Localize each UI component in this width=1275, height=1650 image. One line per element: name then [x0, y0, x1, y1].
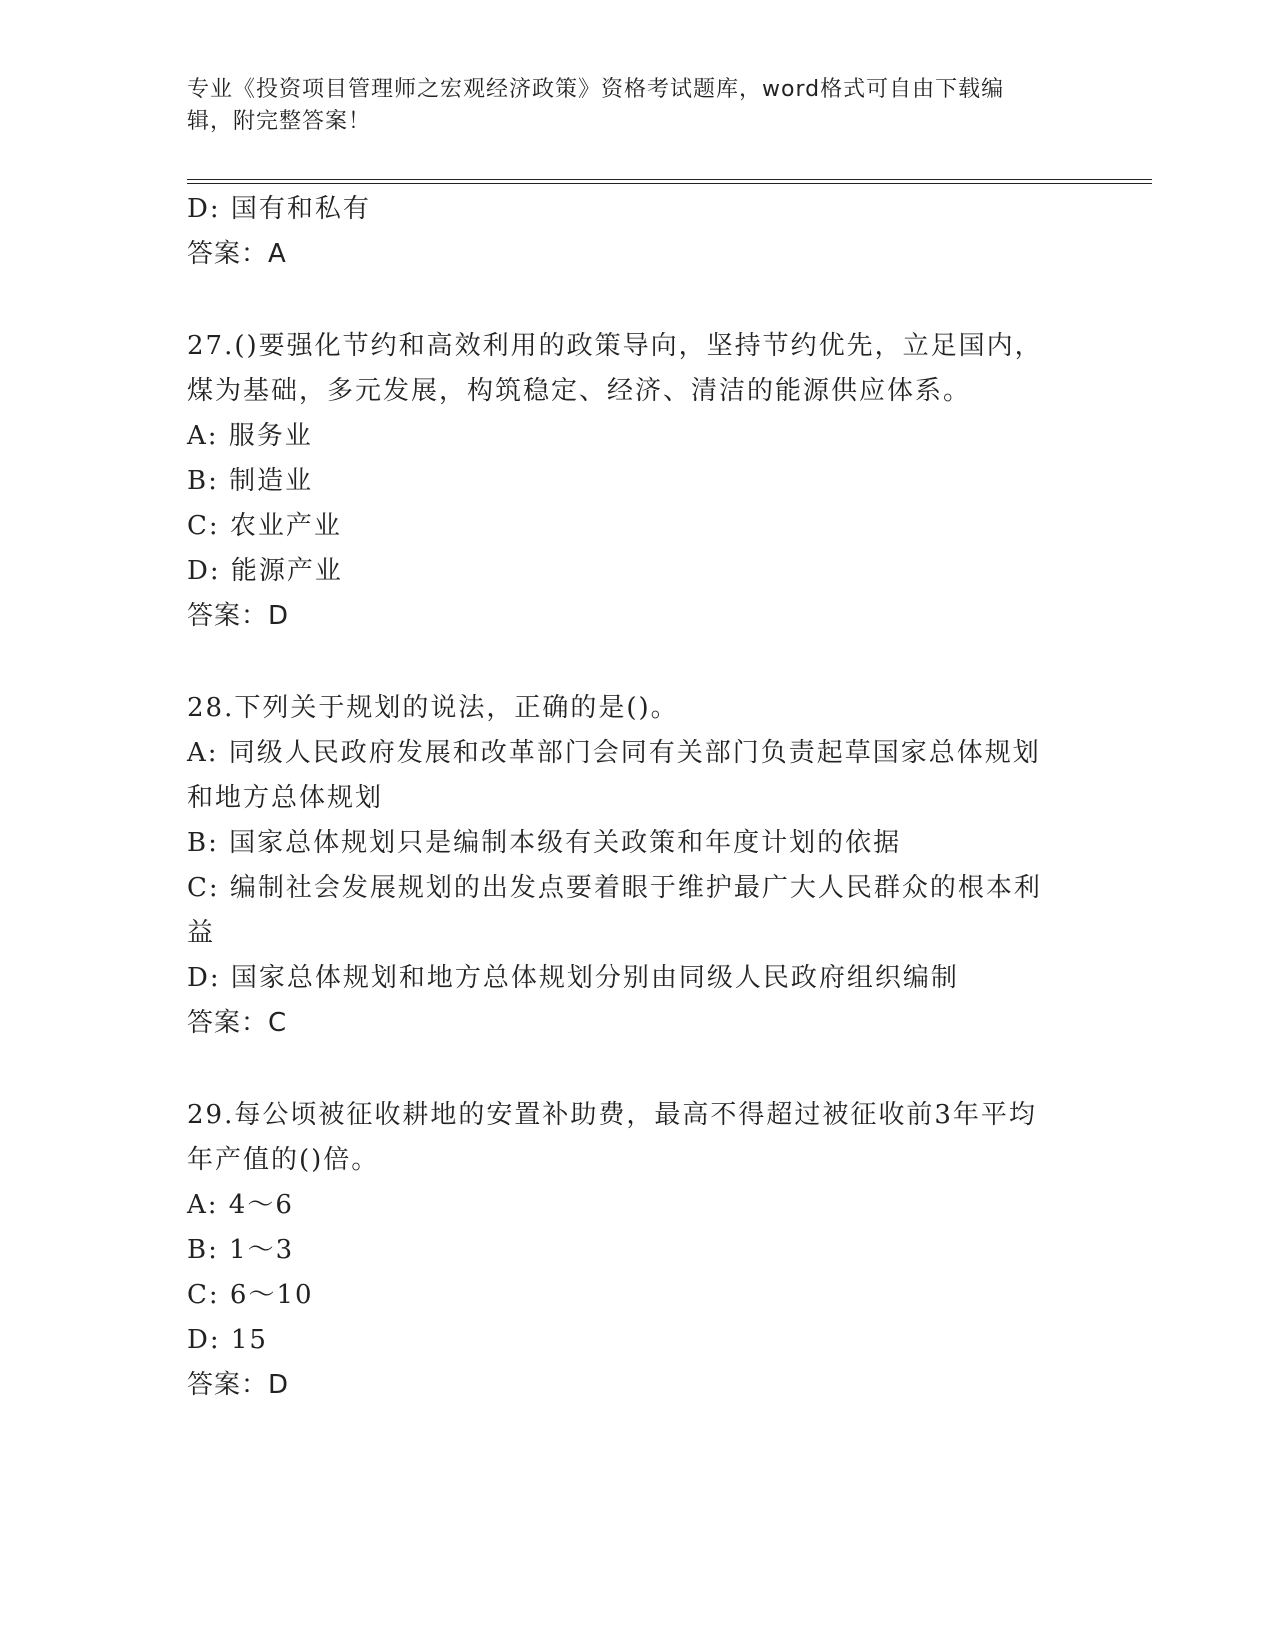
option-b: B: 制造业 [187, 466, 314, 496]
option-c: C: 6～10 [187, 1280, 314, 1310]
option-c: C: 编制社会发展规划的出发点要着眼于维护最广大人民群众的根本利 [187, 873, 1042, 903]
page-header [187, 74, 1067, 138]
option-a: A: 4～6 [187, 1190, 294, 1220]
option-d: D: 国有和私有 [187, 194, 371, 224]
question-content [187, 187, 1082, 1408]
question-spacer [187, 1046, 1082, 1093]
question-stem: 27.()要强化节约和高效利用的政策导向，坚持节约优先，立足国内， [187, 331, 1043, 361]
question-27 [187, 324, 1082, 639]
header-line-2: 辑，附完整答案！ [187, 109, 372, 134]
question-29 [187, 1093, 1082, 1408]
question-stem: 28.下列关于规划的说法，正确的是()。 [187, 693, 679, 723]
option-c: C: 农业产业 [187, 511, 342, 541]
answer-line: 答案：C [187, 1008, 288, 1038]
question-stem: 29.每公顷被征收耕地的安置补助费，最高不得超过被征收前3年平均 [187, 1100, 1037, 1130]
option-a: A: 同级人民政府发展和改革部门会同有关部门负责起草国家总体规划 [187, 738, 1041, 768]
question-spacer [187, 277, 1082, 324]
answer-line: 答案：D [187, 1370, 290, 1400]
header-divider [187, 179, 1152, 184]
option-d: D: 15 [187, 1325, 268, 1355]
option-a: A: 服务业 [187, 421, 313, 451]
option-d: D: 国家总体规划和地方总体规划分别由同级人民政府组织编制 [187, 963, 959, 993]
question-28 [187, 686, 1082, 1046]
option-d: D: 能源产业 [187, 556, 343, 586]
answer-line: 答案：D [187, 601, 290, 631]
question-spacer [187, 639, 1082, 686]
option-b: B: 1～3 [187, 1235, 295, 1265]
option-c-continued: 益 [187, 918, 216, 948]
option-b: B: 国家总体规划只是编制本级有关政策和年度计划的依据 [187, 828, 902, 858]
question-stem: 年产值的()倍。 [187, 1145, 380, 1175]
question-stem: 煤为基础，多元发展，构筑稳定、经济、清洁的能源供应体系。 [187, 376, 972, 406]
header-line-1: 专业《投资项目管理师之宏观经济政策》资格考试题库，word格式可自由下载编 [187, 77, 1005, 102]
option-a-continued: 和地方总体规划 [187, 783, 384, 813]
answer-line: 答案：A [187, 239, 287, 269]
